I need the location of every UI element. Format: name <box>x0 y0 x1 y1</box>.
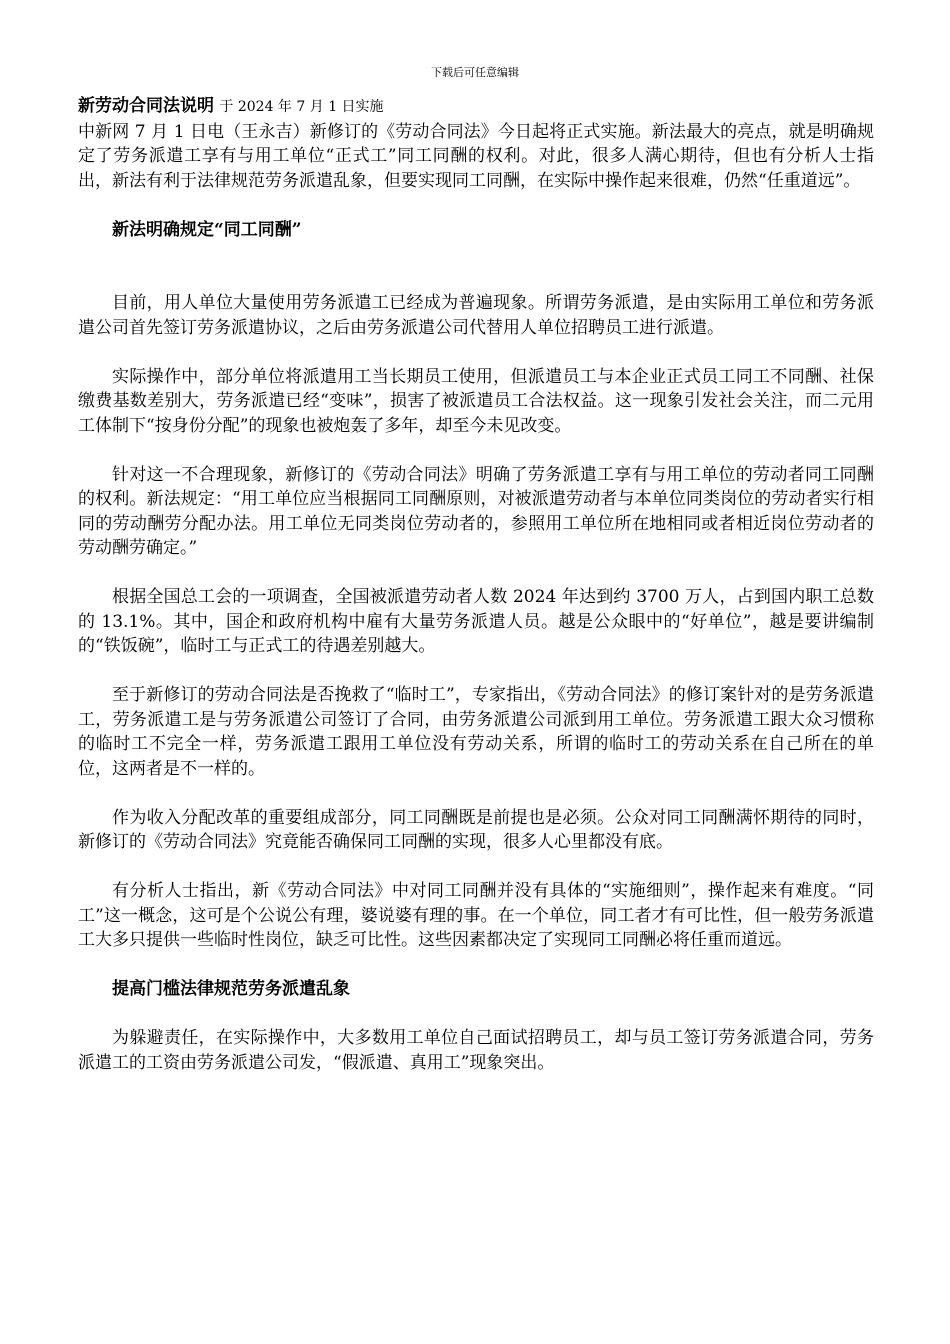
spacer <box>78 855 874 880</box>
body-paragraph: 针对这一不合理现象，新修订的《劳动合同法》明确了劳务派遣工享有与用工单位的劳动者同工同酬的权利。新法规定：“用工单位应当根据同工同酬原则，对被派遣劳动者与本单位同类岗位的劳动者实行相同的劳动酬劳分配办法。用工单位无同类岗位劳动者的，参照用工单位所在地相同或者相近岗位劳动者的劳动酬劳确定。” <box>78 464 874 558</box>
section-heading-dispatch-regulation: 提高门槛法律规范劳务派遣乱象 <box>112 979 350 999</box>
body-paragraph: 目前，用人单位大量使用劳务派遣工已经成为普遍现象。所谓劳务派遣，是由实际用工单位和劳务派遣公司首先签订劳务派遣协议，之后由劳务派遣公司代替用人单位招聘员工进行派遣。 <box>78 293 874 338</box>
spacer <box>78 953 874 978</box>
body-paragraph: 根据全国总工会的一项调查，全国被派遣劳动者人数 2024 年达到约 3700 万人，占到国内职工总数的 13.1%。其中，国企和政府机构中雇有大量劳务派遣人员。越是公众眼中的“好单位”，越是要讲编制的“铁饭碗”，临时工与正式工的待遇差别越大。 <box>78 587 874 656</box>
spacer <box>78 438 874 463</box>
page-header-caption: 下载后可任意编辑 <box>431 66 519 79</box>
body-paragraph: 作为收入分配改革的重要组成部分，同工同酬既是前提也是必须。公众对同工同酬满怀期待的同时，新修订的《劳动合同法》究竟能否确保同工同酬的实现，很多人心里都没有底。 <box>78 807 874 852</box>
title-line <box>78 94 874 120</box>
spacer <box>78 267 874 292</box>
section-heading-equal-pay: 新法明确规定“同工同酬” <box>112 219 302 240</box>
intro-paragraph: 中新网 7 月 1 日电（王永吉）新修订的《劳动合同法》今日起将正式实施。新法最大的亮点，就是明确规定了劳务派遣工享有与用工单位“正式工”同工同酬的权利。对此，很多人满心期待，但也有分析人士指出，新法有利于法律规范劳务派遣乱象，但要实现同工同酬，在实际中操作起来很难，仍然“任重道远”。 <box>78 121 874 191</box>
document-body <box>78 94 874 1075</box>
body-paragraph: 至于新修订的劳动合同法是否挽救了“临时工”，专家指出，《劳动合同法》的修订案针对的是劳务派遣工，劳务派遣工是与劳务派遣公司签订了合同，由劳务派遣公司派到用工单位。劳务派遣工跟大众习惯称的临时工不完全一样，劳务派遣工跟用工单位没有劳动关系，所谓的临时工的劳动关系在自己所在的单位，这两者是不一样的。 <box>78 685 874 779</box>
spacer <box>78 781 874 806</box>
spacer <box>78 242 874 267</box>
spacer <box>78 1002 874 1027</box>
body-paragraph: 有分析人士指出，新《劳动合同法》中对同工同酬并没有具体的“实施细则”，操作起来有难度。“同工”这一概念，这可是个公说公有理，婆说婆有理的事。在一个单位，同工者才有可比性，但一般劳务派遣工大多只提供一些临时性岗位，缺乏可比性。这些因素都决定了实现同工同酬必将任重而道远。 <box>78 881 874 950</box>
body-paragraph: 实际操作中，部分单位将派遣用工当长期员工使用，但派遣员工与本企业正式员工同工不同酬、社保缴费基数差别大，劳务派遣已经“变味”，损害了被派遣员工合法权益。这一现象引发社会关注，而二元用工体制下“按身份分配”的现象也被炮轰了多年，却至今未见改变。 <box>78 366 874 436</box>
document-subtitle: 于 2024 年 7 月 1 日实施 <box>219 99 384 115</box>
spacer <box>78 659 874 684</box>
spacer <box>78 340 874 365</box>
spacer <box>78 561 874 586</box>
document-title: 新劳动合同法说明 <box>78 96 214 116</box>
spacer <box>78 193 874 218</box>
body-paragraph: 为躲避责任，在实际操作中，大多数用工单位自己面试招聘员工，却与员工签订劳务派遣合同，劳务派遣工的工资由劳务派遣公司发，“假派遣、真用工”现象突出。 <box>78 1028 874 1073</box>
